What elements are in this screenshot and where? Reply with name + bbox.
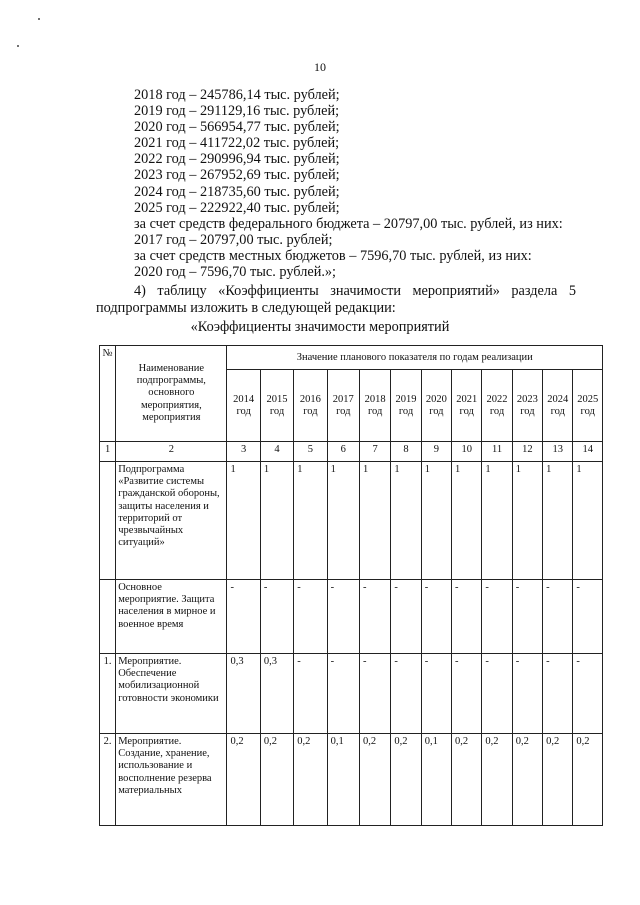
col-number: 2 bbox=[116, 442, 227, 462]
value-cell: - bbox=[327, 580, 359, 654]
value-cell: - bbox=[482, 654, 512, 734]
col-number: 1 bbox=[100, 442, 116, 462]
row-name: Подпрограмма «Развитие системы гражданской обороны, защиты населения и территорий от чрезвычайных ситуаций» bbox=[116, 462, 227, 580]
value-cell: 0,2 bbox=[359, 734, 390, 826]
col-number: 14 bbox=[573, 442, 603, 462]
page-number: 10 bbox=[314, 60, 326, 74]
value-cell: 1 bbox=[512, 462, 542, 580]
value-cell: - bbox=[452, 654, 482, 734]
budget-line: 2025 год – 222922,40 тыс. рублей; bbox=[134, 199, 340, 216]
header-num: № bbox=[100, 346, 116, 442]
value-cell: 0,2 bbox=[543, 734, 573, 826]
col-number: 6 bbox=[327, 442, 359, 462]
row-num bbox=[100, 580, 116, 654]
value-cell: 1 bbox=[543, 462, 573, 580]
year-cell: 2015 год bbox=[260, 370, 293, 442]
scan-speck bbox=[38, 18, 40, 20]
col-number: 13 bbox=[543, 442, 573, 462]
value-cell: - bbox=[359, 580, 390, 654]
col-number: 5 bbox=[294, 442, 327, 462]
budget-line: за счет средств местных бюджетов – 7596,70 тыс. рублей, из них: bbox=[134, 247, 532, 264]
value-cell: - bbox=[260, 580, 293, 654]
value-cell: - bbox=[227, 580, 260, 654]
row-num bbox=[100, 462, 116, 580]
value-cell: - bbox=[327, 654, 359, 734]
coefficients-table bbox=[99, 345, 603, 826]
value-cell: 1 bbox=[573, 462, 603, 580]
value-cell: 0,1 bbox=[327, 734, 359, 826]
year-cell: 2019 год bbox=[391, 370, 421, 442]
col-number: 12 bbox=[512, 442, 542, 462]
value-cell: 0,3 bbox=[227, 654, 260, 734]
value-cell: - bbox=[391, 580, 421, 654]
budget-line: 2020 год – 566954,77 тыс. рублей; bbox=[134, 119, 340, 136]
budget-line: 2022 год – 290996,94 тыс. рублей; bbox=[134, 151, 340, 168]
value-cell: - bbox=[391, 654, 421, 734]
row-name: Основное мероприятие. Защита населения в мирное и военное время bbox=[116, 580, 227, 654]
value-cell: 0,2 bbox=[391, 734, 421, 826]
budget-line: 2017 год – 20797,00 тыс. рублей; bbox=[134, 231, 333, 248]
value-cell: 0,2 bbox=[294, 734, 327, 826]
col-number: 11 bbox=[482, 442, 512, 462]
col-number: 9 bbox=[421, 442, 451, 462]
header-name: Наименование подпрограммы, основного мероприятия, мероприятия bbox=[116, 346, 227, 442]
value-cell: 1 bbox=[482, 462, 512, 580]
value-cell: - bbox=[294, 580, 327, 654]
value-cell: - bbox=[482, 580, 512, 654]
budget-line: 2024 год – 218735,60 тыс. рублей; bbox=[134, 183, 340, 200]
value-cell: 1 bbox=[227, 462, 260, 580]
table-caption: «Коэффициенты значимости мероприятий bbox=[190, 319, 450, 335]
value-cell: - bbox=[359, 654, 390, 734]
value-cell: - bbox=[512, 654, 542, 734]
budget-line: 2020 год – 7596,70 тыс. рублей.»; bbox=[134, 264, 337, 281]
table-header-row bbox=[100, 346, 603, 370]
budget-line: 2021 год – 411722,02 тыс. рублей; bbox=[134, 135, 340, 152]
year-cell: 2021 год bbox=[452, 370, 482, 442]
value-cell: 1 bbox=[359, 462, 390, 580]
year-cell: 2016 год bbox=[294, 370, 327, 442]
table-row bbox=[100, 580, 603, 654]
value-cell: 0,2 bbox=[573, 734, 603, 826]
row-num: 1. bbox=[100, 654, 116, 734]
col-number: 10 bbox=[452, 442, 482, 462]
value-cell: 1 bbox=[452, 462, 482, 580]
year-cell: 2025 год bbox=[573, 370, 603, 442]
value-cell: 0,2 bbox=[512, 734, 542, 826]
value-cell: 0,3 bbox=[260, 654, 293, 734]
table-row bbox=[100, 734, 603, 826]
budget-line: 2023 год – 267952,69 тыс. рублей; bbox=[134, 167, 340, 184]
value-cell: - bbox=[573, 654, 603, 734]
value-cell: 1 bbox=[260, 462, 293, 580]
value-cell: 1 bbox=[294, 462, 327, 580]
budget-lines bbox=[134, 87, 563, 280]
scan-speck bbox=[17, 45, 19, 47]
value-cell: - bbox=[421, 654, 451, 734]
value-cell: 0,2 bbox=[482, 734, 512, 826]
paragraph-line: 4) таблицу «Коэффициенты значимости мероприятий» раздела 5 bbox=[134, 283, 576, 299]
year-cell: 2020 год bbox=[421, 370, 451, 442]
amendment-paragraph bbox=[96, 283, 576, 316]
row-num: 2. bbox=[100, 734, 116, 826]
value-cell: - bbox=[452, 580, 482, 654]
row-name: Мероприятие. Обеспечение мобилизационной готовности экономики bbox=[116, 654, 227, 734]
budget-line: за счет средств федерального бюджета – 20797,00 тыс. рублей, из них: bbox=[134, 215, 563, 232]
budget-line: 2018 год – 245786,14 тыс. рублей; bbox=[134, 87, 340, 103]
value-cell: - bbox=[543, 654, 573, 734]
table-row bbox=[100, 654, 603, 734]
value-cell: 1 bbox=[391, 462, 421, 580]
value-cell: 1 bbox=[421, 462, 451, 580]
header-values: Значение планового показателя по годам реализации bbox=[227, 346, 603, 370]
column-number-row bbox=[100, 442, 603, 462]
year-cell: 2024 год bbox=[543, 370, 573, 442]
paragraph-line: подпрограммы изложить в следующей редакции: bbox=[96, 299, 396, 316]
year-cell: 2023 год bbox=[512, 370, 542, 442]
value-cell: 0,2 bbox=[452, 734, 482, 826]
value-cell: 0,1 bbox=[421, 734, 451, 826]
year-cell: 2017 год bbox=[327, 370, 359, 442]
table-row bbox=[100, 462, 603, 580]
row-name: Мероприятие. Создание, хранение, использование и восполнение резерва материальных bbox=[116, 734, 227, 826]
col-number: 7 bbox=[359, 442, 390, 462]
value-cell: - bbox=[512, 580, 542, 654]
value-cell: 1 bbox=[327, 462, 359, 580]
year-cell: 2022 год bbox=[482, 370, 512, 442]
value-cell: - bbox=[543, 580, 573, 654]
value-cell: - bbox=[294, 654, 327, 734]
year-cell: 2014 год bbox=[227, 370, 260, 442]
col-number: 8 bbox=[391, 442, 421, 462]
col-number: 3 bbox=[227, 442, 260, 462]
budget-line: 2019 год – 291129,16 тыс. рублей; bbox=[134, 103, 340, 120]
col-number: 4 bbox=[260, 442, 293, 462]
value-cell: - bbox=[421, 580, 451, 654]
value-cell: - bbox=[573, 580, 603, 654]
value-cell: 0,2 bbox=[227, 734, 260, 826]
year-cell: 2018 год bbox=[359, 370, 390, 442]
value-cell: 0,2 bbox=[260, 734, 293, 826]
